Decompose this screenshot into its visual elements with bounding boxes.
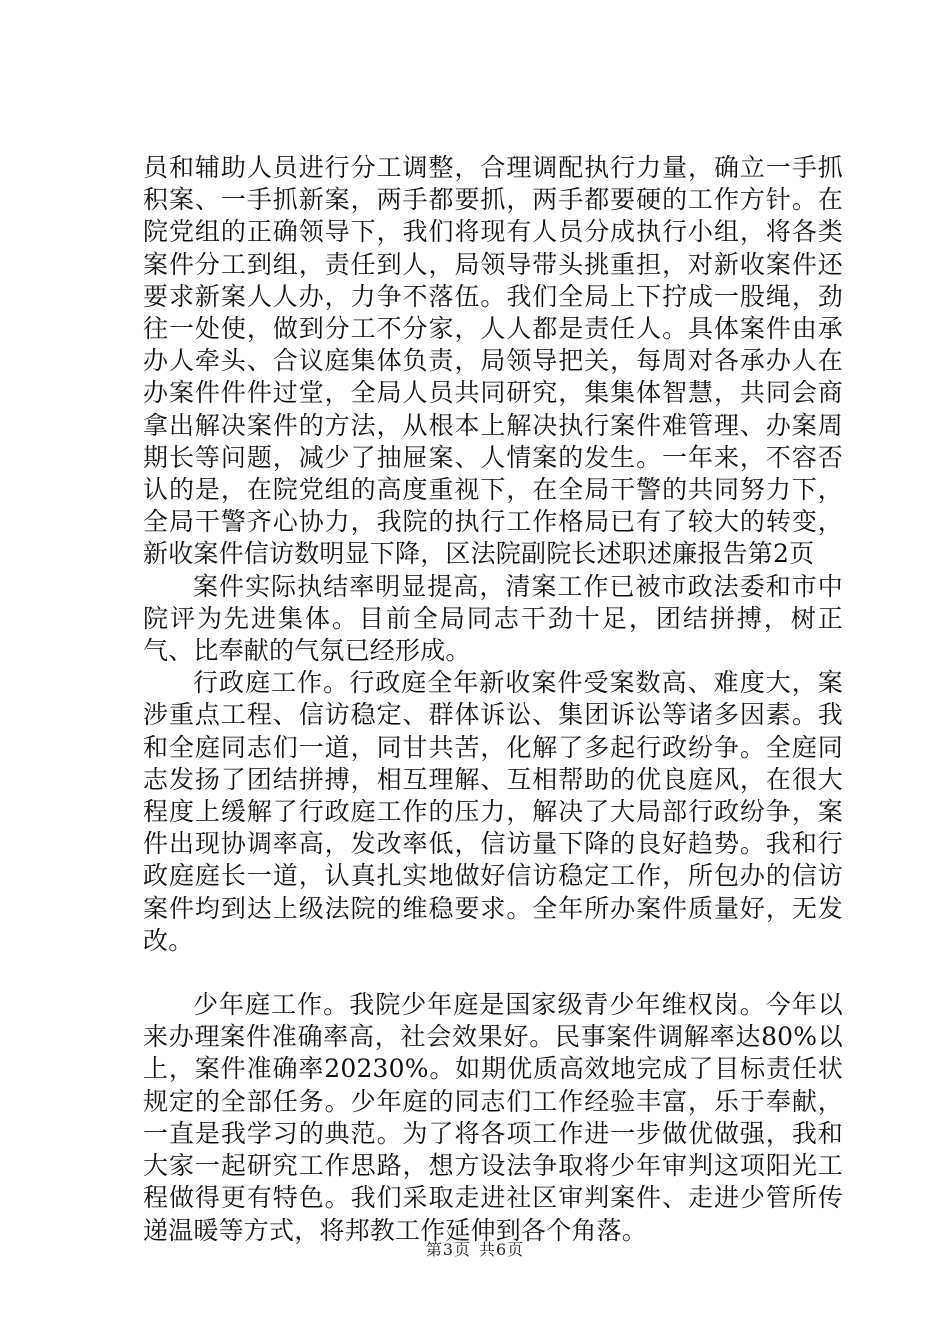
document-body (143, 152, 843, 1247)
paragraph-administrative-court: 行政庭工作。行政庭全年新收案件受案数高、难度大，案涉重点工程、信访稳定、群体诉讼、集团诉讼等诸多因素。我和全庭同志们一道，同甘共苦，化解了多起行政纷争。全庭同志发扬了团结拼搏，相互理解、互相帮助的优良庭风，在很大程度上缓解了行政庭工作的压力，解决了大局部行政纷争，案件出现协调率高，发改率低，信访量下降的良好趋势。我和行政庭庭长一道，认真扎实地做好信访稳定工作，所包办的信访案件均到达上级法院的维稳要求。全年所办案件质量好，无发改。 (143, 668, 843, 955)
paragraph-spacer (143, 957, 843, 989)
page-footer (0, 1240, 950, 1260)
page-number: 第3页 (425, 1240, 471, 1259)
paragraph-execution-results: 案件实际执结率明显提高，清案工作已被市政法委和市中院评为先进集体。目前全局同志干劲十足，团结拼搏，树正气、比奉献的气氛已经形成。 (143, 571, 843, 666)
paragraph-juvenile-court: 少年庭工作。我院少年庭是国家级青少年维权岗。今年以来办理案件准确率高，社会效果好。民事案件调解率达80%以上，案件准确率20230%。如期优质高效地完成了目标责任状规定的全部任务。少年庭的同志们工作经验丰富，乐于奉献，一直是我学习的典范。为了将各项工作进一步做优做强，我和大家一起研究工作思路，想方设法争取将少年审判这项阳光工程做得更有特色。我们采取走进社区审判案件、走进少管所传递温暖等方式，将邦教工作延伸到各个角落。 (143, 990, 843, 1245)
page-total: 共6页 (479, 1240, 525, 1259)
paragraph-execution-work: 员和辅助人员进行分工调整，合理调配执行力量，确立一手抓积案、一手抓新案，两手都要抓，两手都要硬的工作方针。在院党组的正确领导下，我们将现有人员分成执行小组，将各类案件分工到组，责任到人，局领导带头挑重担，对新收案件还要求新案人人办，力争不落伍。我们全局上下拧成一股绳，劲往一处使，做到分工不分家，人人都是责任人。具体案件由承办人牵头、合议庭集体负责，局领导把关，每周对各承办人在办案件件件过堂，全局人员共同研究，集集体智慧，共同会商拿出解决案件的方法，从根本上解决执行案件难管理、办案周期长等问题，减少了抽屉案、人情案的发生。一年来，不容否认的是，在院党组的高度重视下，在全局干警的共同努力下，全局干警齐心协力，我院的执行工作格局已有了较大的转变，新收案件信访数明显下降，区法院副院长述职述廉报告第2页 (143, 153, 843, 569)
